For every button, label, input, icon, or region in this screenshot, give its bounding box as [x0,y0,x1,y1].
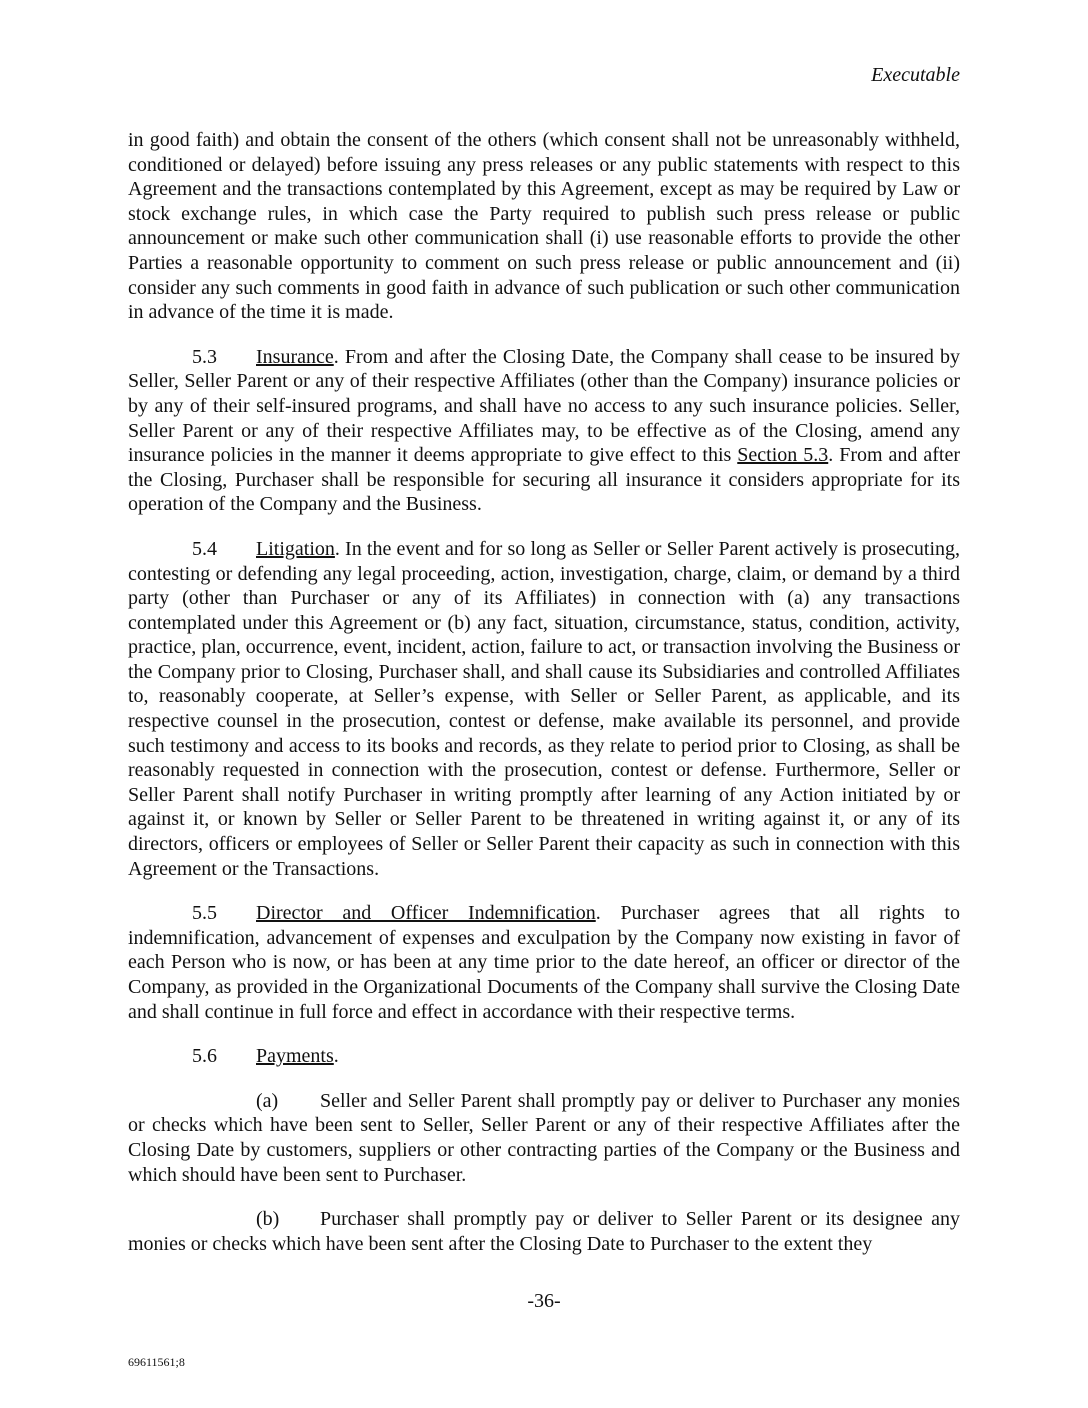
page-number: -36- [527,1290,561,1312]
subsection-5-6-b [128,1207,960,1256]
section-title: Litigation [256,537,335,560]
section-5-3 [128,345,960,517]
subsection-label: (a) [256,1089,279,1112]
subsection-text: Seller and Seller Parent shall promptly pay or deliver to Purchaser any monies or checks which have been sent to Seller, Seller Parent or any of their respective Affiliates after the Closing Date by customers, suppliers or other contracting parties of the Company or the Business and which should have been sent to Purchaser. [128,1089,960,1186]
section-number: 5.5 [192,902,217,925]
section-5-4 [128,537,960,881]
section-number: 5.3 [192,345,217,368]
section-text: . [333,1045,339,1068]
section-number: 5.4 [192,537,217,560]
section-text: . Purchaser agrees that all rights to indemnification, advancement of expenses and exculpation by the Company now existing in favor of each Person who is now, or has been at any time prior to the date hereof, an officer or director of the Company, as provided in the Organizational Documents of the Company shall survive the Closing Date and shall continue in full force and effect in accordance with their respective terms. [128,902,960,1023]
document-id: 69611561;8 [128,1355,185,1369]
section-number: 5.6 [192,1045,217,1068]
section-5-5 [128,901,960,1024]
section-title: Payments [256,1045,334,1068]
section-text: . In the event and for so long as Seller or Seller Parent actively is prosecuting, contesting or defending any legal proceeding, action, investigation, charge, claim, or demand by a third party (other than Purchaser or any of its Affiliates) in connection with (a) any transactions contemplated under this Agreement or (b) any fact, situation, circumstance, status, condition, activity, practice, plan, occurrence, event, incident, action, failure to act, or transaction involving the Business or the Company prior to Closing, Purchaser shall, and shall cause its Subsidiaries and controlled Affiliates to, reasonably cooperate, at Seller’s expense, with Seller or Seller Parent, as applicable, and its respective counsel in the prosecution, contest or defense, make available its personnel, and provide such testimony and access to its books and records, as they relate to period prior to Closing, as shall be reasonably requested in connection with the prosecution, contest or defense. Furthermore, Seller or Seller Parent shall notify Purchaser in writing promptly after learning of any Action initiated by or against it, or known by Seller or Seller Parent to be threatened in writing against it, or any of its directors, officers or employees of Seller or Seller Parent their capacity as such in connection with this Agreement or the Transactions. [128,537,960,880]
subsection-text: Purchaser shall promptly pay or deliver to Seller Parent or its designee any monies or checks which have been sent after the Closing Date to Purchaser to the extent they [128,1208,960,1255]
section-title: Director and Officer Indemnification [256,902,596,925]
document-body [128,128,960,1276]
paragraph-continuation: in good faith) and obtain the consent of the others (which consent shall not be unreasonably withheld, conditioned or delayed) before issuing any press releases or any public statements with respect to this Agreement and the transactions contemplated by this Agreement, except as may be required by Law or stock exchange rules, in which case the Party required to publish such press release or public announcement or make such other communication shall (i) use reasonable efforts to provide the other Parties a reasonable opportunity to comment on such press release or public announcement and (ii) consider any such comments in good faith in advance of such publication or such other communication in advance of the time it is made. [128,129,960,324]
subsection-5-6-a [128,1089,960,1187]
section-title: Insurance [256,345,334,368]
section-text: . From and after the Closing Date, the Company shall cease to be insured by Seller, Seller Parent or any of their respective Affiliates (other than the Company) insurance policies or by any of their self-insured programs, and shall have no access to any such insurance policies. Seller, Seller Parent or any of their respective Affiliates may, to be effective as of the Closing, amend any insurance policies in the manner it deems appropriate to give effect to this [128,345,960,467]
subsection-label: (b) [256,1208,280,1231]
running-header: Executable [871,64,960,86]
section-5-6 [128,1044,960,1069]
section-text: . From and after the Closing, Purchaser shall be responsible for securing all insurance it considers appropriate for its operation of the Company and the Business. [128,444,960,516]
section-reference: Section 5.3 [737,444,829,467]
